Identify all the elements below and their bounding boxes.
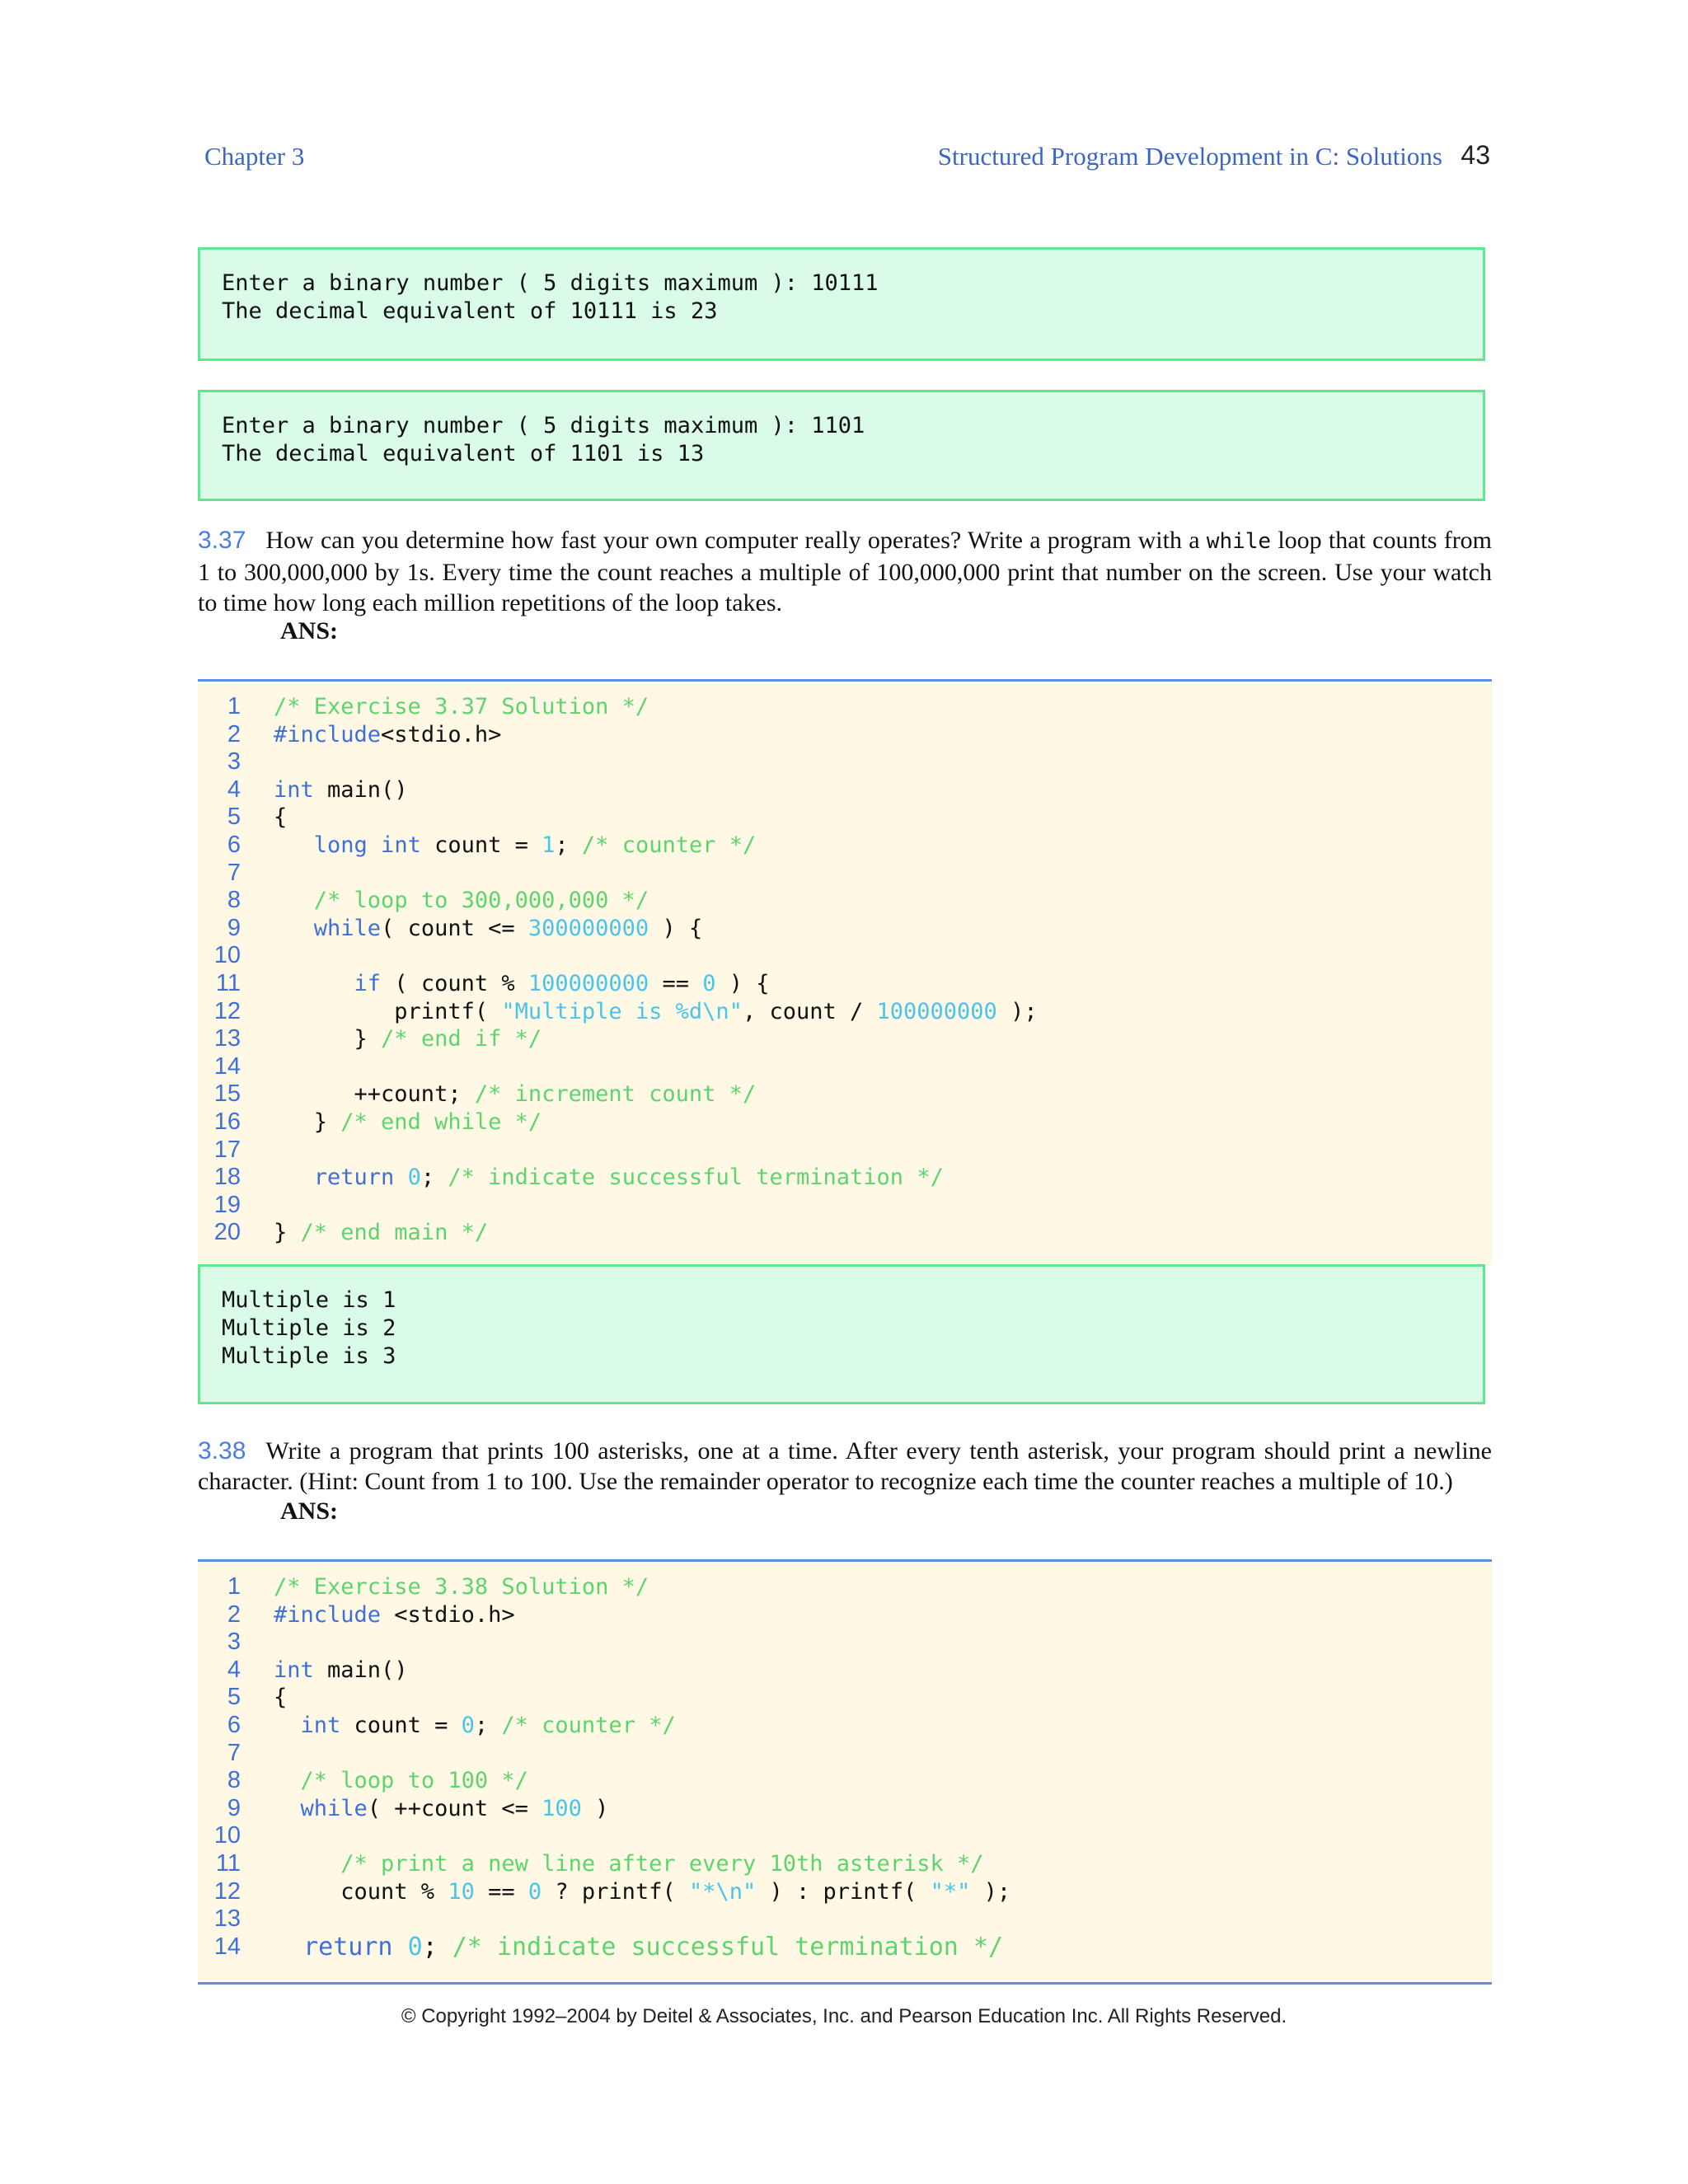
code-token: <stdio.h> (381, 721, 502, 748)
code-token: ? printf( (542, 1878, 689, 1905)
line-number: 3 (227, 1629, 241, 1656)
line-number: 8 (227, 887, 241, 914)
code-token: ); (996, 998, 1038, 1024)
code-line (198, 693, 1492, 721)
code-token: /* end while */ (340, 1108, 542, 1135)
code-token: /* print a new line after every 10th asterisk */ (340, 1850, 984, 1877)
code-text (274, 998, 1038, 1026)
code-line (198, 1108, 1492, 1137)
line-number: 6 (227, 831, 241, 858)
line-number: 5 (227, 1684, 241, 1711)
code-text (274, 1795, 608, 1823)
page-number: 43 (1461, 140, 1490, 170)
code-token: 1 (542, 832, 556, 858)
question-3-37 (198, 525, 1492, 618)
code-token (274, 1851, 340, 1877)
ans-label: ANS: (280, 1497, 339, 1525)
code-token: count = (340, 1712, 462, 1738)
output-box-1 (198, 247, 1485, 361)
code-token (274, 1713, 301, 1738)
code-token (274, 1796, 301, 1821)
code-line (198, 832, 1492, 860)
code-token: 10 (448, 1878, 475, 1905)
code-token: count % (274, 1878, 448, 1905)
code-token: /* Exercise 3.37 Solution */ (274, 694, 649, 719)
code-text (274, 1684, 287, 1712)
code-token: #include (274, 1601, 382, 1628)
code-line (198, 1601, 1492, 1629)
line-number: 13 (213, 1905, 241, 1933)
code-text (274, 1850, 984, 1878)
code-line (198, 1192, 1492, 1220)
code-line (198, 1740, 1492, 1768)
output-line: Multiple is 3 (222, 1343, 396, 1369)
line-number: 12 (213, 1877, 241, 1905)
code-token: , count / (742, 998, 877, 1024)
code-listing-3-37 (198, 679, 1492, 1264)
code-token (394, 1165, 407, 1190)
code-line (198, 1933, 1492, 1961)
code-token: ( ++count <= (367, 1795, 542, 1821)
code-token: 100 (542, 1795, 582, 1821)
code-token: { (274, 804, 288, 831)
code-line (198, 748, 1492, 776)
line-number: 2 (227, 720, 241, 748)
code-token: ) : printf( (756, 1878, 931, 1905)
output-box-3 (198, 1264, 1485, 1404)
code-token: /* counter */ (581, 832, 757, 858)
code-line (198, 1767, 1492, 1795)
code-line (198, 1684, 1492, 1712)
code-text (274, 1573, 649, 1601)
chapter-label: Chapter 3 (204, 142, 305, 171)
line-number: 7 (227, 1739, 241, 1766)
code-token: /* indicate successful termination */ (452, 1932, 1004, 1961)
line-number: 10 (213, 1822, 241, 1849)
code-token: 100000000 (876, 998, 997, 1024)
output-line: Multiple is 1 (222, 1287, 396, 1313)
line-number: 2 (227, 1601, 241, 1628)
code-text (274, 887, 649, 915)
code-token: /* Exercise 3.38 Solution */ (274, 1574, 649, 1600)
code-token: "*\n" (688, 1878, 757, 1905)
line-number: 7 (227, 859, 241, 886)
code-line (198, 1053, 1492, 1081)
line-number: 11 (215, 969, 241, 996)
code-token: ( count <= (381, 915, 528, 941)
code-token: ; (422, 1932, 452, 1961)
code-token: } (274, 1026, 382, 1052)
code-line (198, 1850, 1492, 1878)
output-line: The decimal equivalent of 10111 is 23 (222, 298, 718, 324)
line-number: 14 (213, 1052, 241, 1080)
code-token (274, 1165, 314, 1190)
code-line (198, 1164, 1492, 1192)
code-text (274, 915, 702, 943)
code-token: printf( (274, 998, 502, 1024)
code-text (274, 1712, 676, 1740)
code-line (198, 942, 1492, 970)
code-line (198, 776, 1492, 804)
line-number: 13 (213, 1025, 241, 1052)
question-text-continued: loop that counts from 1 to 300,000,000 by 1s. Every time the count reaches a multiple of 100,000,000 print that number on the screen. Use your watch to time how long each million repetitions of the loop takes. (198, 527, 1493, 616)
code-token (274, 1933, 303, 1961)
inline-code: while (1206, 529, 1272, 554)
output-box-2 (198, 390, 1485, 501)
code-token: int (300, 1712, 341, 1738)
code-token (274, 888, 314, 913)
code-line (198, 1795, 1492, 1823)
output-line: Enter a binary number ( 5 digits maximum ): 1101 (222, 413, 865, 438)
code-text (274, 1933, 1003, 1961)
line-number: 4 (227, 776, 241, 803)
code-token: while (313, 915, 382, 941)
code-token: 300000000 (528, 915, 649, 941)
code-line (198, 1712, 1492, 1740)
code-token: #include (274, 721, 382, 748)
line-number: 14 (213, 1933, 241, 1960)
code-token: /* indicate successful termination */ (448, 1165, 944, 1191)
code-token: /* counter */ (501, 1712, 676, 1738)
line-number: 4 (227, 1656, 241, 1683)
code-token: 0 (528, 1878, 542, 1905)
line-number: 20 (213, 1219, 241, 1246)
code-line (198, 887, 1492, 915)
line-number: 5 (227, 804, 241, 831)
code-text (274, 832, 756, 860)
line-number: 3 (227, 748, 241, 776)
line-number: 16 (213, 1108, 241, 1135)
code-token: count = (420, 832, 542, 858)
code-token: } (274, 1108, 341, 1135)
code-line (198, 721, 1492, 749)
line-number: 6 (227, 1711, 241, 1738)
line-number: 10 (213, 942, 241, 969)
code-token: ) { (715, 970, 770, 996)
code-line (198, 1573, 1492, 1601)
chapter-title: Structured Program Development in C: Solutions (937, 142, 1442, 171)
line-number: 1 (227, 693, 241, 719)
code-token: ); (970, 1878, 1011, 1905)
code-token: main() (313, 776, 408, 803)
code-text (274, 1601, 515, 1629)
code-token: ) { (649, 915, 703, 941)
line-number: 11 (215, 1849, 241, 1877)
line-number: 19 (213, 1191, 241, 1218)
code-line (198, 804, 1492, 832)
code-token: /* increment count */ (474, 1081, 757, 1108)
code-token: 0 (407, 1932, 423, 1961)
code-token: 100000000 (528, 970, 649, 996)
code-text (274, 776, 408, 804)
code-token: ; (474, 1712, 502, 1738)
code-text (274, 1219, 488, 1247)
code-token: int (274, 1657, 314, 1683)
code-line (198, 860, 1492, 888)
question-text: How can you determine how fast your own computer really operates? Write a program with a (265, 527, 1200, 554)
code-token: { (274, 1685, 288, 1711)
code-line (198, 1822, 1492, 1850)
code-token: /* end main */ (300, 1220, 489, 1246)
copyright-footer: © Copyright 1992–2004 by Deitel & Associates, Inc. and Pearson Education Inc. All Rights Reserved. (401, 2005, 1287, 2027)
code-line (198, 1219, 1492, 1247)
code-text (274, 1164, 944, 1192)
ans-label: ANS: (280, 617, 339, 644)
code-line (198, 1657, 1492, 1685)
code-line (198, 1025, 1492, 1053)
code-token: ; (555, 832, 582, 858)
code-text (274, 1657, 408, 1685)
code-line (198, 1080, 1492, 1108)
code-token: return (313, 1165, 395, 1191)
code-text (274, 1025, 542, 1053)
code-line (198, 970, 1492, 998)
code-token: "Multiple is %d\n" (501, 998, 743, 1024)
line-number: 18 (213, 1164, 241, 1191)
question-number: 3.38 (198, 1437, 246, 1465)
code-token: /* end if */ (381, 1026, 542, 1052)
code-token: ; (420, 1165, 448, 1191)
output-line: The decimal equivalent of 1101 is 13 (222, 441, 705, 466)
code-token: <stdio.h> (381, 1601, 515, 1628)
question-number: 3.37 (198, 527, 246, 554)
code-text (274, 721, 501, 749)
code-token: int (274, 776, 314, 803)
output-line: Multiple is 2 (222, 1315, 396, 1341)
code-token: /* loop to 300,000,000 */ (313, 888, 649, 914)
code-token (274, 971, 354, 996)
question-text: Write a program that prints 100 asterisks, one at a time. After every tenth asterisk, your program should print a newline character. (Hint: Count from 1 to 100. Use the remainder operator to recognize each time the counter reaches a multiple of 10.) (198, 1437, 1492, 1495)
line-number: 12 (213, 997, 241, 1024)
code-token (393, 1933, 408, 1961)
code-line (198, 1878, 1492, 1906)
code-line (198, 1629, 1492, 1657)
code-token: main() (313, 1657, 408, 1683)
code-token: while (300, 1795, 368, 1821)
code-text (274, 1878, 1010, 1906)
code-text (274, 1108, 542, 1137)
running-head (198, 142, 1490, 178)
code-text (274, 1080, 756, 1108)
code-token: == (649, 970, 703, 996)
question-3-38 (198, 1436, 1492, 1497)
code-text (274, 1767, 528, 1795)
line-number: 9 (227, 1794, 241, 1821)
code-token: ) (581, 1795, 609, 1821)
code-line (198, 915, 1492, 943)
code-line (198, 998, 1492, 1026)
line-number: 9 (227, 914, 241, 941)
code-token: return (303, 1932, 393, 1961)
code-token: "*" (930, 1878, 971, 1905)
code-token: if (354, 970, 382, 996)
code-line (198, 1905, 1492, 1933)
code-token: } (274, 1220, 301, 1246)
code-token (274, 916, 314, 941)
code-token: long int (313, 832, 421, 858)
code-text (274, 970, 770, 998)
code-token: 0 (702, 970, 716, 996)
code-token: /* loop to 100 */ (300, 1768, 528, 1794)
code-token: 0 (407, 1165, 421, 1191)
line-number: 8 (227, 1767, 241, 1794)
code-token: ++count; (274, 1081, 475, 1108)
code-listing-3-38 (198, 1559, 1492, 1985)
code-line (198, 1137, 1492, 1165)
code-token: 0 (461, 1712, 475, 1738)
line-number: 1 (227, 1573, 241, 1600)
code-text (274, 804, 287, 832)
line-number: 17 (213, 1136, 241, 1163)
output-line: Enter a binary number ( 5 digits maximum ): 10111 (222, 270, 879, 296)
code-text (274, 693, 649, 721)
code-token: == (474, 1878, 528, 1905)
code-token (274, 832, 314, 858)
line-number: 15 (213, 1080, 241, 1108)
code-token (274, 1768, 301, 1793)
code-token: ( count % (381, 970, 528, 996)
